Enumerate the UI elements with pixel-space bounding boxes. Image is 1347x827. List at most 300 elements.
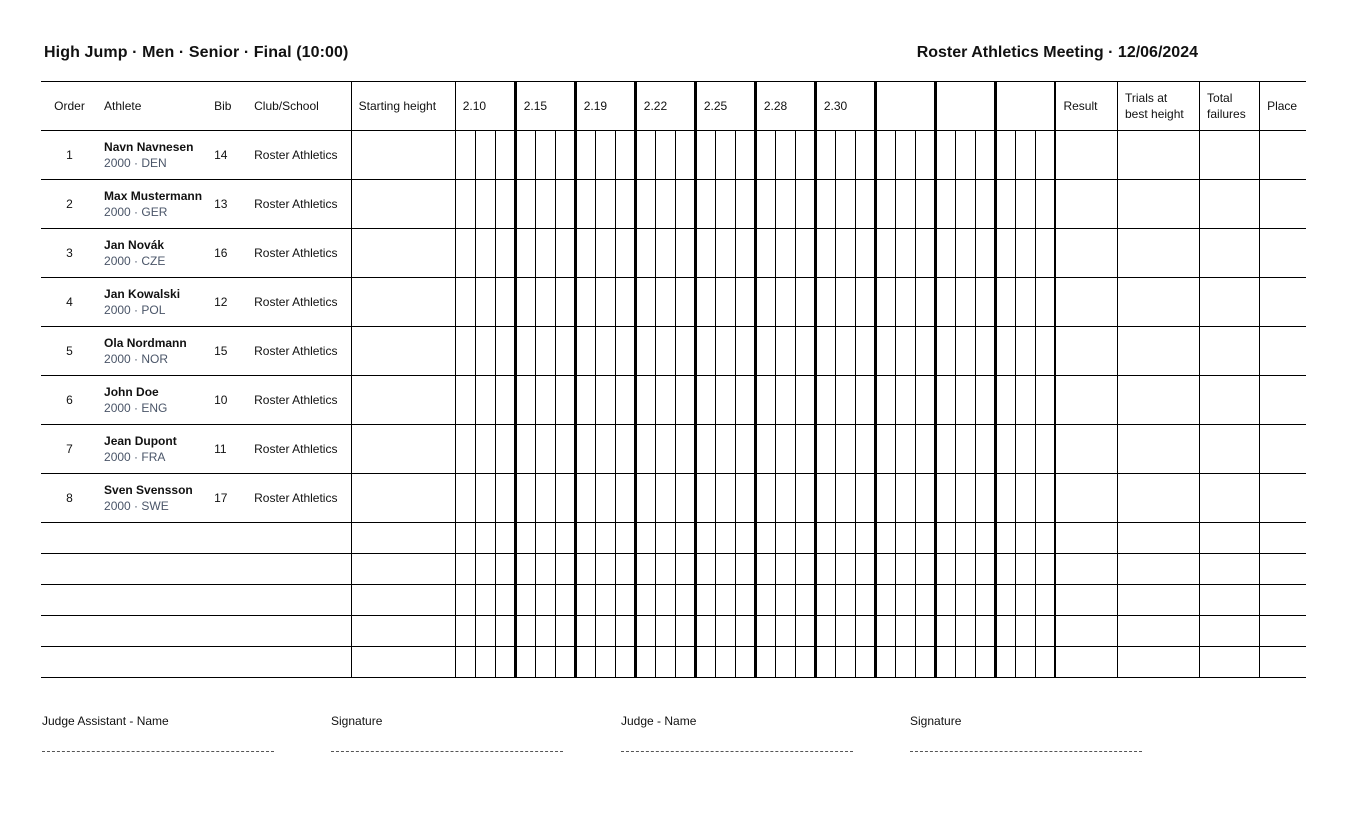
result-cell (1055, 131, 1117, 180)
trial-cell (1015, 229, 1035, 278)
trial-cell (535, 554, 555, 585)
trial-cell (455, 647, 475, 678)
trial-cell (755, 327, 775, 376)
athlete-row (41, 131, 1306, 180)
trial-cell (575, 376, 595, 425)
trial-cell (635, 376, 655, 425)
trial-cell (735, 616, 755, 647)
trial-cell (835, 554, 855, 585)
blank-cell (208, 585, 248, 616)
total-failures-cell (1200, 376, 1260, 425)
trial-cell (855, 278, 875, 327)
trial-cell (955, 327, 975, 376)
trial-cell (715, 554, 735, 585)
trials-cell (1118, 585, 1200, 616)
trial-cell (475, 425, 495, 474)
trial-cell (615, 131, 635, 180)
place-cell (1260, 647, 1306, 678)
athlete-name: Jan Novák (104, 238, 165, 252)
trial-cell (475, 523, 495, 554)
trial-cell (1015, 585, 1035, 616)
trial-cell (555, 523, 575, 554)
total-failures-cell (1200, 647, 1260, 678)
col-height: 2.30 (815, 82, 875, 131)
place-cell (1260, 131, 1306, 180)
trial-cell (815, 616, 835, 647)
trial-cell (455, 616, 475, 647)
trial-cell (775, 585, 795, 616)
trial-cell (735, 278, 755, 327)
trial-cell (715, 647, 735, 678)
trial-cell (515, 474, 535, 523)
trial-cell (955, 585, 975, 616)
trial-cell (655, 327, 675, 376)
athlete-cell (98, 376, 208, 425)
trial-cell (555, 616, 575, 647)
place-cell (1260, 523, 1306, 554)
place-cell (1260, 180, 1306, 229)
trial-cell (855, 376, 875, 425)
trial-cell (535, 376, 555, 425)
total-failures-cell (1200, 523, 1260, 554)
trial-cell (1015, 327, 1035, 376)
trial-cell (735, 425, 755, 474)
trial-cell (535, 229, 555, 278)
place-cell (1260, 327, 1306, 376)
trial-cell (915, 180, 935, 229)
trial-cell (995, 474, 1015, 523)
trial-cell (495, 327, 515, 376)
blank-cell (208, 647, 248, 678)
trial-cell (955, 647, 975, 678)
trial-cell (675, 616, 695, 647)
order-cell: 6 (41, 376, 98, 425)
trial-cell (475, 376, 495, 425)
trial-cell (575, 616, 595, 647)
trial-cell (795, 278, 815, 327)
trial-cell (575, 229, 595, 278)
trial-cell (675, 425, 695, 474)
trial-cell (695, 327, 715, 376)
place-cell (1260, 278, 1306, 327)
blank-cell (248, 585, 351, 616)
signature-block (331, 714, 563, 752)
trial-cell (675, 376, 695, 425)
trial-cell (895, 585, 915, 616)
trial-cell (555, 278, 575, 327)
trial-cell (995, 131, 1015, 180)
trial-cell (455, 131, 475, 180)
trial-cell (1035, 474, 1055, 523)
trial-cell (1015, 376, 1035, 425)
trial-cell (475, 616, 495, 647)
trial-cell (655, 647, 675, 678)
trial-cell (555, 554, 575, 585)
total-failures-cell (1200, 474, 1260, 523)
trial-cell (615, 180, 635, 229)
trial-cell (595, 376, 615, 425)
trial-cell (1015, 616, 1035, 647)
athlete-meta: 2000 · FRA (104, 450, 166, 464)
total-failures-cell (1200, 229, 1260, 278)
col-athlete: Athlete (98, 82, 208, 131)
header-row (41, 82, 1306, 131)
trial-cell (835, 616, 855, 647)
trial-cell (995, 585, 1015, 616)
starting-height-cell (351, 616, 455, 647)
trial-cell (635, 616, 655, 647)
athlete-cell (98, 425, 208, 474)
blank-cell (41, 585, 98, 616)
place-cell (1260, 229, 1306, 278)
trial-cell (755, 554, 775, 585)
trial-cell (615, 474, 635, 523)
trial-cell (935, 376, 955, 425)
trial-cell (515, 131, 535, 180)
trials-cell (1118, 616, 1200, 647)
trial-cell (915, 376, 935, 425)
athlete-name: John Doe (104, 385, 159, 399)
trial-cell (595, 554, 615, 585)
trial-cell (915, 647, 935, 678)
trial-cell (875, 229, 895, 278)
trial-cell (455, 523, 475, 554)
empty-row (41, 585, 1306, 616)
starting-height-cell (351, 327, 455, 376)
trial-cell (715, 585, 735, 616)
col-height (875, 82, 935, 131)
trial-cell (535, 425, 555, 474)
trial-cell (775, 616, 795, 647)
starting-height-cell (351, 647, 455, 678)
order-cell: 5 (41, 327, 98, 376)
club-cell: Roster Athletics (248, 474, 351, 523)
athlete-row (41, 425, 1306, 474)
trial-cell (615, 327, 635, 376)
trials-cell (1118, 180, 1200, 229)
bib-cell: 12 (208, 278, 248, 327)
bib-cell: 16 (208, 229, 248, 278)
trial-cell (915, 616, 935, 647)
trial-cell (895, 180, 915, 229)
trial-cell (595, 585, 615, 616)
trial-cell (595, 616, 615, 647)
trial-cell (895, 616, 915, 647)
trial-cell (615, 616, 635, 647)
col-starting-height: Starting height (351, 82, 455, 131)
trial-cell (895, 554, 915, 585)
col-club: Club/School (248, 82, 351, 131)
trial-cell (555, 131, 575, 180)
trial-cell (695, 278, 715, 327)
trial-cell (875, 585, 895, 616)
trial-cell (935, 554, 955, 585)
col-total-failures (1200, 82, 1260, 131)
order-cell: 3 (41, 229, 98, 278)
trial-cell (835, 278, 855, 327)
trial-cell (695, 180, 715, 229)
trial-cell (715, 278, 735, 327)
trial-cell (755, 131, 775, 180)
place-cell (1260, 616, 1306, 647)
trial-cell (935, 474, 955, 523)
trials-cell (1118, 278, 1200, 327)
athlete-cell (98, 327, 208, 376)
trial-cell (755, 616, 775, 647)
trial-cell (975, 523, 995, 554)
trial-cell (995, 327, 1015, 376)
trial-cell (995, 616, 1015, 647)
trial-cell (795, 647, 815, 678)
trial-cell (535, 180, 555, 229)
trial-cell (735, 180, 755, 229)
trial-cell (915, 229, 935, 278)
trial-cell (935, 131, 955, 180)
trial-cell (895, 327, 915, 376)
result-cell (1055, 523, 1117, 554)
athlete-meta: 2000 · POL (104, 303, 166, 317)
col-height: 2.28 (755, 82, 815, 131)
trials-cell (1118, 523, 1200, 554)
trial-cell (515, 523, 535, 554)
trial-cell (495, 425, 515, 474)
order-cell: 4 (41, 278, 98, 327)
trial-cell (975, 425, 995, 474)
trial-cell (735, 585, 755, 616)
trial-cell (795, 229, 815, 278)
trial-cell (1035, 278, 1055, 327)
trial-cell (775, 647, 795, 678)
result-cell (1055, 229, 1117, 278)
trial-cell (455, 327, 475, 376)
trial-cell (815, 425, 835, 474)
trial-cell (615, 523, 635, 554)
trial-cell (735, 554, 755, 585)
trial-cell (515, 327, 535, 376)
trial-cell (775, 376, 795, 425)
trial-cell (655, 229, 675, 278)
trial-cell (815, 327, 835, 376)
trial-cell (895, 523, 915, 554)
blank-cell (98, 585, 208, 616)
bib-cell: 14 (208, 131, 248, 180)
starting-height-cell (351, 376, 455, 425)
trial-cell (655, 523, 675, 554)
trial-cell (675, 554, 695, 585)
trial-cell (775, 523, 795, 554)
trial-cell (835, 523, 855, 554)
trial-cell (735, 131, 755, 180)
trial-cell (935, 327, 955, 376)
trial-cell (895, 278, 915, 327)
trial-cell (755, 180, 775, 229)
athlete-name: Jan Kowalski (104, 287, 181, 301)
trial-cell (955, 278, 975, 327)
trial-cell (575, 523, 595, 554)
result-cell (1055, 474, 1117, 523)
trial-cell (895, 376, 915, 425)
trial-cell (895, 425, 915, 474)
athlete-meta: 2000 · DEN (104, 156, 167, 170)
bib-cell: 10 (208, 376, 248, 425)
trial-cell (735, 376, 755, 425)
trial-cell (1035, 616, 1055, 647)
club-cell: Roster Athletics (248, 425, 351, 474)
trial-cell (835, 474, 855, 523)
trial-cell (875, 278, 895, 327)
trial-cell (775, 180, 795, 229)
starting-height-cell (351, 585, 455, 616)
trial-cell (975, 278, 995, 327)
trial-cell (635, 327, 655, 376)
trial-cell (555, 474, 575, 523)
result-cell (1055, 278, 1117, 327)
trial-cell (735, 474, 755, 523)
trial-cell (975, 131, 995, 180)
trial-cell (1035, 523, 1055, 554)
signature-block (621, 714, 853, 752)
trial-cell (535, 327, 555, 376)
starting-height-cell (351, 131, 455, 180)
trial-cell (1015, 647, 1035, 678)
trial-cell (835, 647, 855, 678)
col-place: Place (1260, 82, 1306, 131)
athlete-name: Ola Nordmann (104, 336, 187, 350)
col-bib: Bib (208, 82, 248, 131)
trial-cell (855, 585, 875, 616)
trial-cell (935, 278, 955, 327)
trial-cell (875, 554, 895, 585)
trial-cell (1015, 474, 1035, 523)
trial-cell (455, 474, 475, 523)
trial-cell (915, 131, 935, 180)
empty-row (41, 554, 1306, 585)
trial-cell (455, 229, 475, 278)
trial-cell (495, 554, 515, 585)
trial-cell (735, 229, 755, 278)
trial-cell (535, 474, 555, 523)
trial-cell (955, 425, 975, 474)
trial-cell (955, 616, 975, 647)
signature-label: Judge Assistant - Name (42, 714, 169, 728)
signature-label: Signature (331, 714, 383, 728)
trial-cell (515, 229, 535, 278)
trial-cell (595, 425, 615, 474)
trial-cell (555, 376, 575, 425)
col-height (935, 82, 995, 131)
empty-row (41, 523, 1306, 554)
trial-cell (655, 474, 675, 523)
trial-cell (915, 523, 935, 554)
trial-cell (955, 229, 975, 278)
trial-cell (855, 327, 875, 376)
trial-cell (1035, 554, 1055, 585)
club-cell: Roster Athletics (248, 278, 351, 327)
signature-line (42, 751, 274, 752)
trial-cell (975, 327, 995, 376)
trial-cell (595, 131, 615, 180)
trial-cell (495, 647, 515, 678)
empty-row (41, 647, 1306, 678)
athlete-meta: 2000 · SWE (104, 499, 169, 513)
trial-cell (655, 425, 675, 474)
trial-cell (855, 425, 875, 474)
trial-cell (775, 425, 795, 474)
signature-label: Judge - Name (621, 714, 697, 728)
athlete-row (41, 376, 1306, 425)
trial-cell (1015, 131, 1035, 180)
trial-cell (615, 229, 635, 278)
blank-cell (208, 523, 248, 554)
trial-cell (635, 278, 655, 327)
trial-cell (755, 585, 775, 616)
athlete-cell (98, 229, 208, 278)
trial-cell (575, 425, 595, 474)
athlete-row (41, 229, 1306, 278)
trial-cell (535, 278, 555, 327)
total-failures-cell (1200, 327, 1260, 376)
trial-cell (535, 647, 555, 678)
athlete-name: Sven Svensson (104, 483, 193, 497)
trial-cell (635, 523, 655, 554)
trial-cell (955, 180, 975, 229)
trial-cell (535, 616, 555, 647)
trial-cell (595, 278, 615, 327)
trial-cell (555, 425, 575, 474)
total-failures-cell (1200, 554, 1260, 585)
trial-cell (875, 523, 895, 554)
trial-cell (935, 647, 955, 678)
trial-cell (875, 425, 895, 474)
signature-block (910, 714, 1142, 752)
col-height: 2.25 (695, 82, 755, 131)
starting-height-cell (351, 229, 455, 278)
trial-cell (755, 474, 775, 523)
trial-cell (755, 376, 775, 425)
trial-cell (475, 327, 495, 376)
trial-cell (735, 647, 755, 678)
trial-cell (1035, 647, 1055, 678)
trial-cell (615, 647, 635, 678)
trial-cell (635, 585, 655, 616)
trial-cell (995, 376, 1015, 425)
trial-cell (715, 474, 735, 523)
trial-cell (875, 376, 895, 425)
trial-cell (495, 180, 515, 229)
trial-cell (615, 278, 635, 327)
trial-cell (655, 585, 675, 616)
trial-cell (455, 554, 475, 585)
result-cell (1055, 647, 1117, 678)
trial-cell (695, 131, 715, 180)
trial-cell (875, 180, 895, 229)
trial-cell (675, 585, 695, 616)
trial-cell (1035, 425, 1055, 474)
trial-cell (455, 585, 475, 616)
trial-cell (955, 523, 975, 554)
trial-cell (835, 585, 855, 616)
starting-height-cell (351, 554, 455, 585)
trial-cell (755, 523, 775, 554)
trial-cell (495, 131, 515, 180)
athlete-cell (98, 278, 208, 327)
trial-cell (775, 131, 795, 180)
trial-cell (915, 425, 935, 474)
trial-cell (1015, 554, 1035, 585)
trials-cell (1118, 425, 1200, 474)
event-title: High Jump · Men · Senior · Final (10:00) (44, 44, 349, 61)
trial-cell (1035, 376, 1055, 425)
